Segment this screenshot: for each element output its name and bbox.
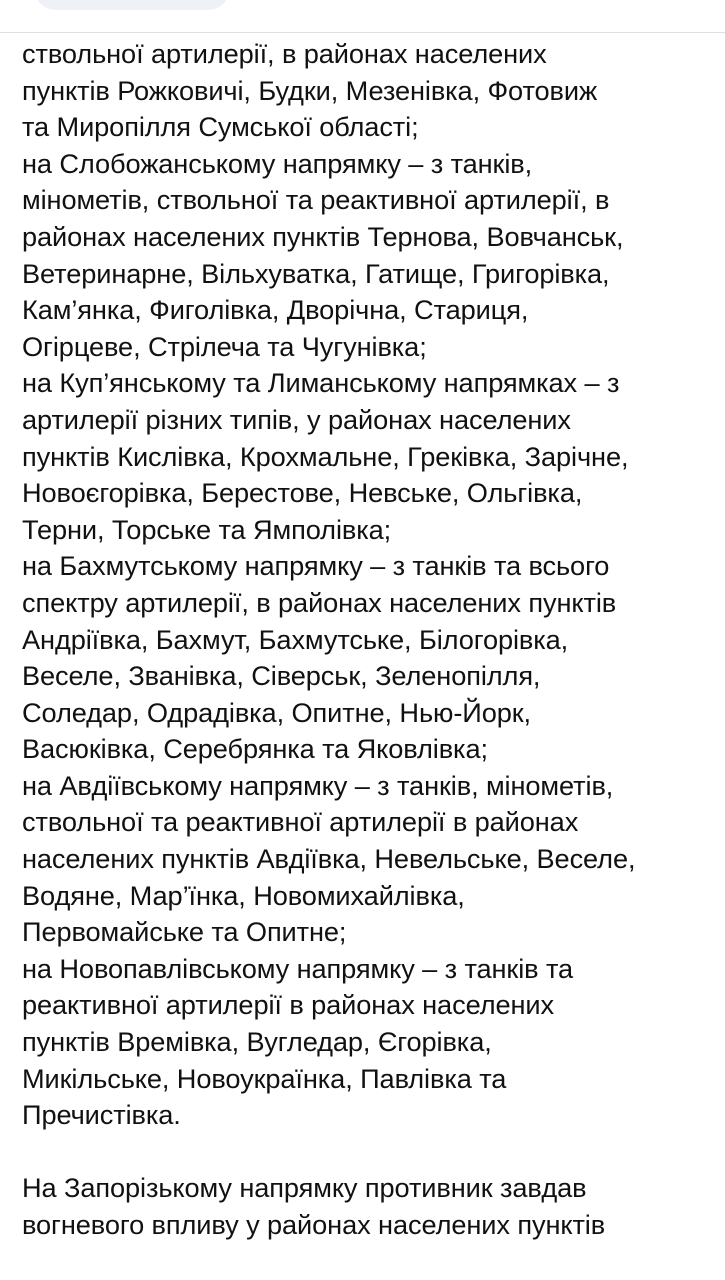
message-line: на Слобожанському напрямку – з танків, xyxy=(22,147,533,179)
message-line: вогневого впливу у районах населених пунктів xyxy=(22,1209,606,1240)
message-line: на Бахмутському напрямку – з танків та всього xyxy=(22,550,610,582)
message-line: на Авдіївському напрямку – з танків, мінометів, xyxy=(22,769,614,801)
message-line: ствольної та реактивної артилерії в районах xyxy=(22,806,579,838)
message-line: ствольної артилерії, в районах населених xyxy=(22,38,547,69)
message-line: Новоєгорівка, Берестове, Невське, Ольгівка, xyxy=(22,477,583,509)
message-line: на Куп’янському та Лиманському напрямках – з xyxy=(22,367,620,399)
message-line: пунктів Кислівка, Крохмальне, Греківка, Зарічне, xyxy=(22,440,629,472)
message-line: спектру артилерії, в районах населених пунктів xyxy=(22,586,617,618)
message-text xyxy=(22,36,712,1244)
message-line: Пречистівка. xyxy=(22,1099,181,1131)
message-line: мінометів, ствольної та реактивної артилерії, в xyxy=(22,184,610,216)
message-line: Первомайське та Опитне; xyxy=(22,916,347,948)
top-divider xyxy=(0,32,725,33)
message-line: Водяне, Мар’їнка, Новомихайлівка, xyxy=(22,879,465,911)
top-rounded-bar xyxy=(34,0,230,10)
message-line: реактивної артилерії в районах населених xyxy=(22,989,554,1021)
paragraph-gap xyxy=(22,1134,712,1171)
message-line: та Миропілля Сумської області; xyxy=(22,111,419,143)
message-line: населених пунктів Авдіївка, Невельське, Веселе, xyxy=(22,843,636,875)
message-line: районах населених пунктів Тернова, Вовчанськ, xyxy=(22,220,624,252)
message-line: Веселе, Званівка, Сіверськ, Зеленопілля, xyxy=(22,660,541,692)
message-line: Васюківка, Серебрянка та Яковлівка; xyxy=(22,733,488,765)
message-line: Ветеринарне, Вільхуватка, Гатище, Григорівка, xyxy=(22,257,610,289)
message-line: пунктів Времівка, Вугледар, Єгорівка, xyxy=(22,1026,492,1058)
message-line: Кам’янка, Фиголівка, Дворічна, Стариця, xyxy=(22,294,529,326)
message-line: пунктів Рожковичі, Будки, Мезенівка, Фотовиж xyxy=(22,74,598,106)
message-line: Огірцеве, Стрілеча та Чугунівка; xyxy=(22,330,427,362)
message-line: Соледар, Одрадівка, Опитне, Нью-Йорк, xyxy=(22,696,531,728)
message-line: на Новопавлівському напрямку – з танків та xyxy=(22,952,574,984)
message-line: На Запорізькому напрямку противник завдав xyxy=(22,1172,587,1204)
message-line: Андріївка, Бахмут, Бахмутське, Білогорівка, xyxy=(22,623,569,655)
message-line: артилерії різних типів, у районах населених xyxy=(22,403,571,435)
message-line: Терни, Торське та Ямполівка; xyxy=(22,513,392,545)
message-line: Микільське, Новоукраїнка, Павлівка та xyxy=(22,1062,507,1094)
